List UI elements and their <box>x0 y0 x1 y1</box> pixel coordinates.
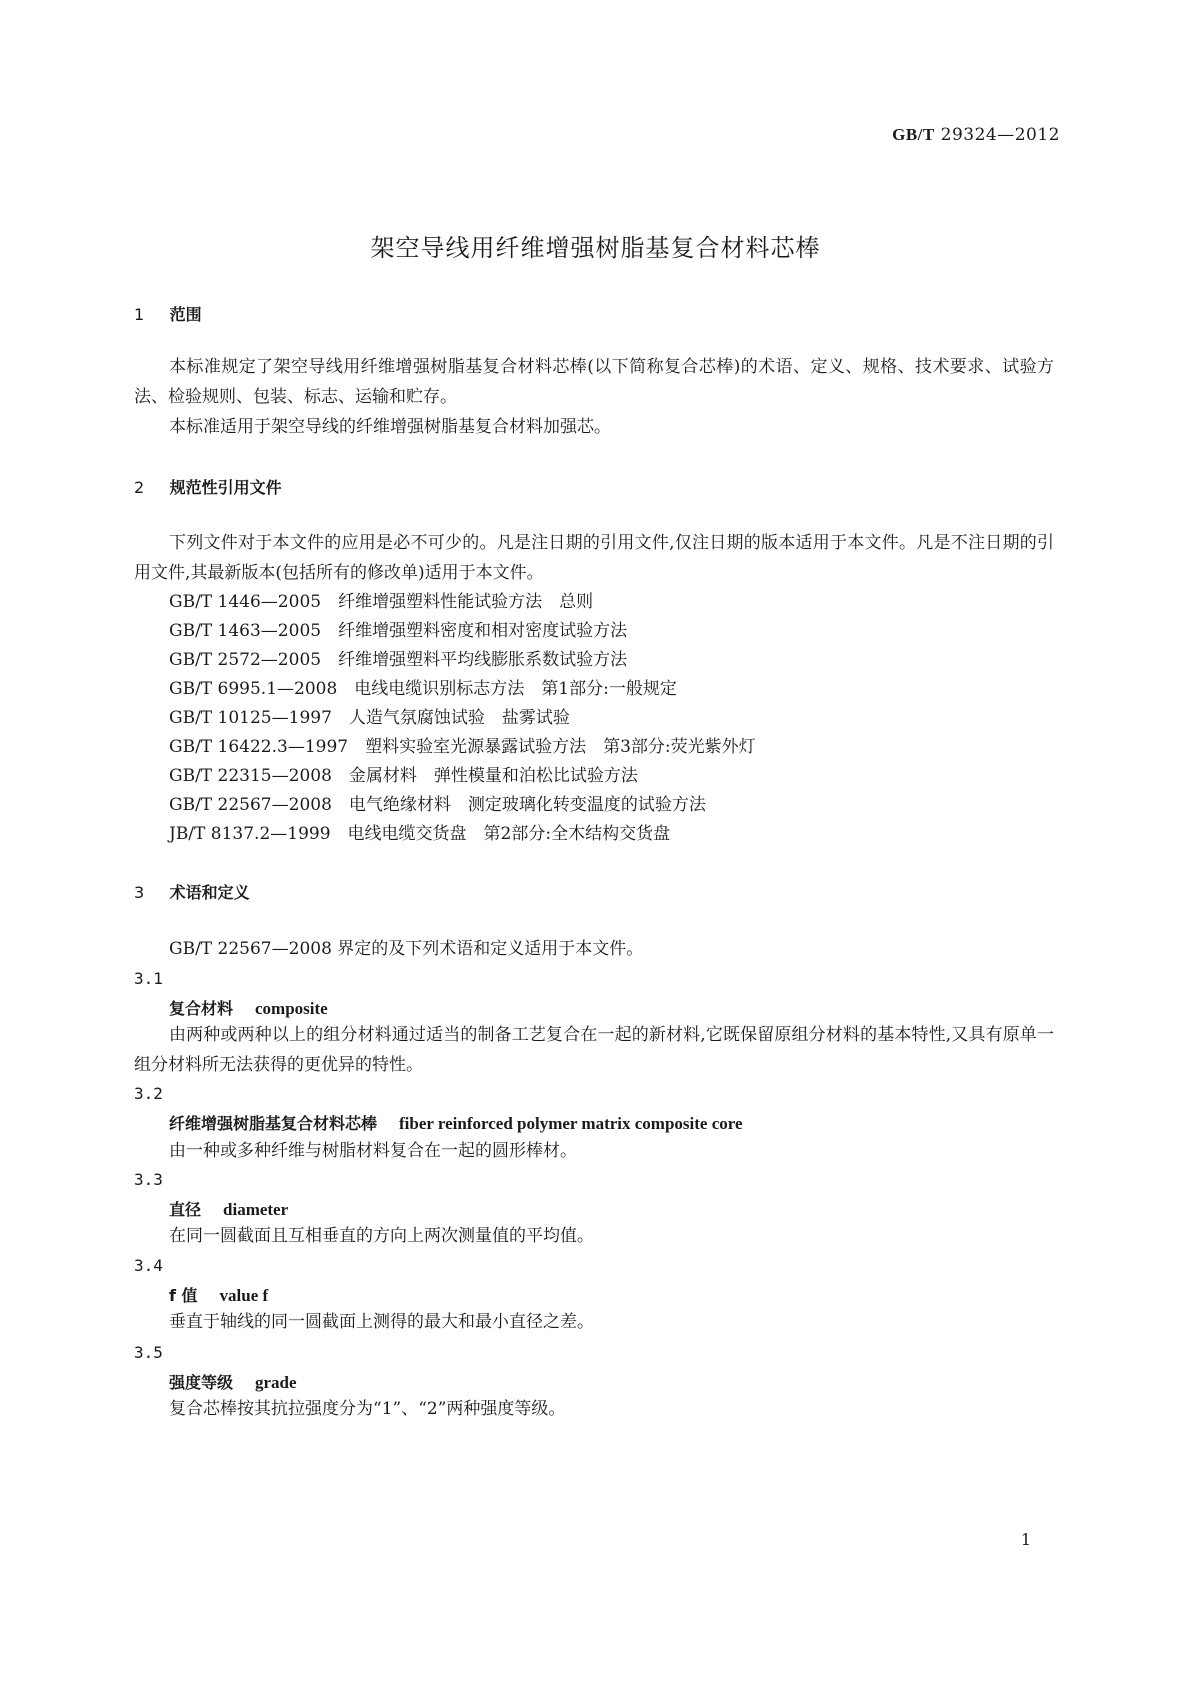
term-heading <box>169 1370 297 1393</box>
term-chinese: 复合材料 <box>169 999 234 1018</box>
term-chinese: f 值 <box>169 1286 198 1305</box>
term-english: grade <box>255 1373 297 1392</box>
term-number: 3.5 <box>134 1343 163 1362</box>
section-2-paragraph-1: 下列文件对于本文件的应用是必不可少的。凡是注日期的引用文件,仅注日期的版本适用于本文件。凡是不注日期的引用文件,其最新版本(包括所有的修改单)适用于本文件。 <box>134 533 1054 583</box>
standard-code-header <box>892 125 1060 145</box>
reference-item: GB/T 22567—2008 电气绝缘材料 测定玻璃化转变温度的试验方法 <box>169 795 706 815</box>
reference-item: JB/T 8137.2—1999 电线电缆交货盘 第2部分:全木结构交货盘 <box>169 824 671 844</box>
reference-item: GB/T 10125—1997 人造气氛腐蚀试验 盐雾试验 <box>169 708 570 728</box>
reference-item: GB/T 1463—2005 纤维增强塑料密度和相对密度试验方法 <box>169 621 628 641</box>
term-number: 3.4 <box>134 1256 163 1275</box>
header-code: GB/T <box>892 125 935 144</box>
term-english: diameter <box>223 1200 289 1219</box>
term-definition: 由两种或两种以上的组分材料通过适当的制备工艺复合在一起的新材料,它既保留原组分材料的基本特性,又具有原单一组分材料所无法获得的更优异的特性。 <box>134 1025 1054 1075</box>
term-chinese: 纤维增强树脂基复合材料芯棒 <box>169 1114 378 1133</box>
section-number: 2 <box>134 478 145 497</box>
term-heading <box>169 996 328 1019</box>
term-english: fiber reinforced polymer matrix composite core <box>399 1114 743 1133</box>
section-2-heading <box>134 475 282 498</box>
term-number: 3.2 <box>134 1084 163 1103</box>
term-heading <box>169 1283 268 1306</box>
term-number: 3.1 <box>134 969 163 988</box>
section-1-paragraph-1: 本标准规定了架空导线用纤维增强树脂基复合材料芯棒(以下简称复合芯棒)的术语、定义、规格、技术要求、试验方法、检验规则、包装、标志、运输和贮存。 <box>134 357 1054 407</box>
reference-item: GB/T 16422.3—1997 塑料实验室光源暴露试验方法 第3部分:荧光紫外灯 <box>169 737 756 757</box>
term-definition: 复合芯棒按其抗拉强度分为“1”、“2”两种强度等级。 <box>169 1399 566 1419</box>
term-heading <box>169 1111 743 1134</box>
term-definition: 在同一圆截面且互相垂直的方向上两次测量值的平均值。 <box>169 1226 594 1246</box>
term-english: composite <box>255 999 328 1018</box>
section-title: 术语和定义 <box>169 883 250 902</box>
term-definition: 垂直于轴线的同一圆截面上测得的最大和最小直径之差。 <box>169 1312 594 1332</box>
section-1-paragraph-2: 本标准适用于架空导线的纤维增强树脂基复合材料加强芯。 <box>169 417 611 437</box>
term-chinese: 强度等级 <box>169 1373 234 1392</box>
term-definition: 由一种或多种纤维与树脂材料复合在一起的圆形棒材。 <box>169 1141 577 1161</box>
term-chinese: 直径 <box>169 1200 202 1219</box>
section-title: 范围 <box>169 305 202 324</box>
document-title: 架空导线用纤维增强树脂基复合材料芯棒 <box>370 234 821 262</box>
section-3-heading <box>134 880 250 903</box>
section-number: 3 <box>134 883 145 902</box>
term-heading <box>169 1197 288 1220</box>
reference-item: GB/T 2572—2005 纤维增强塑料平均线膨胀系数试验方法 <box>169 650 628 670</box>
header-number: 29324—2012 <box>940 125 1060 145</box>
term-english: value f <box>219 1286 269 1305</box>
section-number: 1 <box>134 305 145 324</box>
reference-item: GB/T 6995.1—2008 电线电缆识别标志方法 第1部分:一般规定 <box>169 679 677 699</box>
page-number: 1 <box>1020 1530 1031 1549</box>
reference-item: GB/T 22315—2008 金属材料 弹性模量和泊松比试验方法 <box>169 766 638 786</box>
section-title: 规范性引用文件 <box>169 478 282 497</box>
term-number: 3.3 <box>134 1170 163 1189</box>
reference-item: GB/T 1446—2005 纤维增强塑料性能试验方法 总则 <box>169 592 594 612</box>
section-1-heading <box>134 302 202 325</box>
section-3-paragraph-1: GB/T 22567—2008 界定的及下列术语和定义适用于本文件。 <box>169 939 644 959</box>
